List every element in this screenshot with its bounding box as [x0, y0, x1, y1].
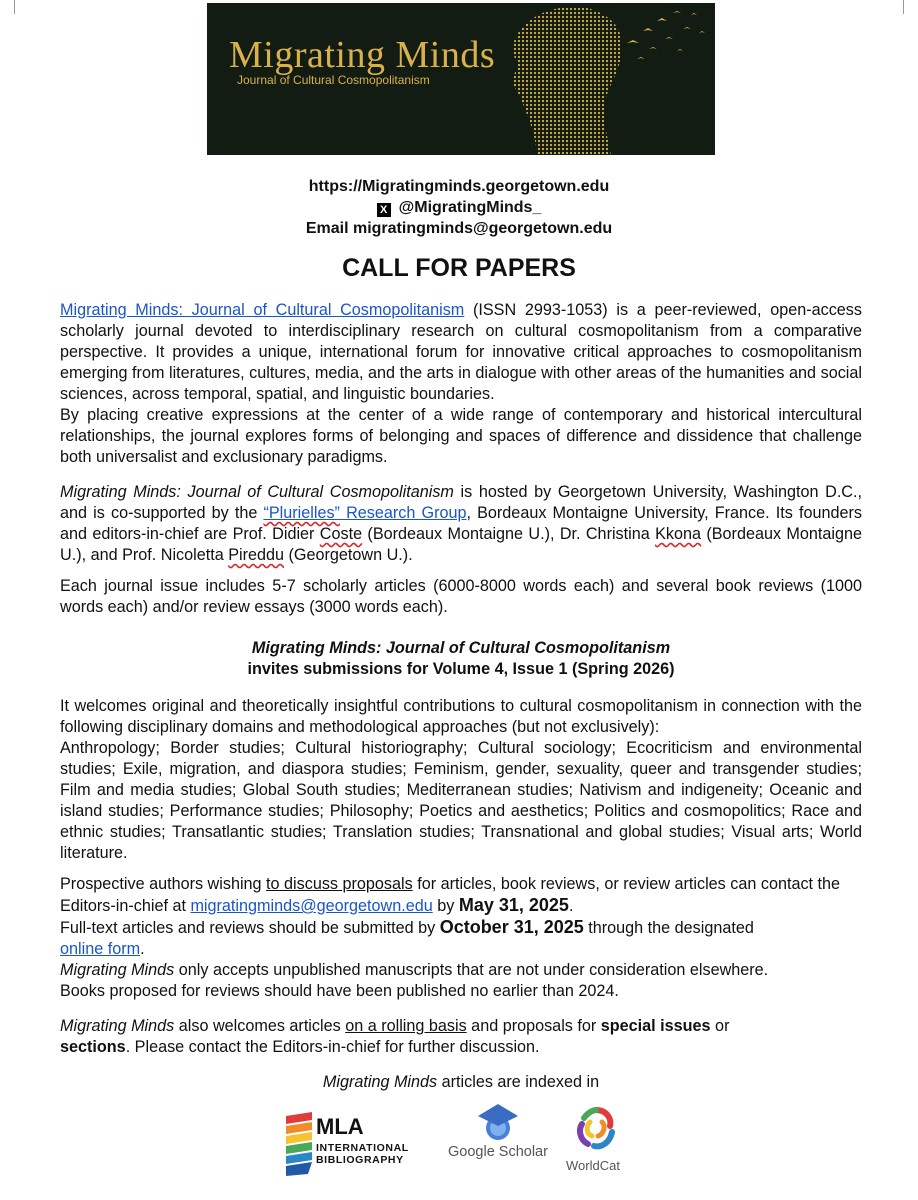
bird-icon — [683, 27, 691, 29]
x-handle[interactable]: @MigratingMinds_ — [398, 199, 542, 216]
intro-paragraph-1: Migrating Minds: Journal of Cultural Cosmopolitanism (ISSN 2993-1053) is a peer-reviewed, open-access scholarly journal devoted to interdisciplinary research on cultural cosmopolitanism from a comparative perspective. It provides a unique, international forum for innovative critical approaches to cosmopolitanism emerging from literatures, cultures, media, and the arts in dialogue with other areas of the humanities and social sciences, across temporal, spatial, and linguistic boundaries. — [60, 301, 862, 403]
mla-subtitle: INTERNATIONAL BIBLIOGRAPHY — [316, 1142, 409, 1166]
invite-line-1: Migrating Minds: Journal of Cultural Cosmopolitanism — [251, 639, 671, 657]
bird-icon — [665, 37, 673, 39]
special-section — [60, 1016, 862, 1058]
index-logos — [0, 1102, 918, 1182]
topics-section — [60, 696, 862, 864]
deadline-fulltext: October 31, 2025 — [439, 917, 584, 937]
bird-icon — [627, 40, 639, 43]
fulltext-paragraph: Full-text articles and reviews should be submitted by October 31, 2025 through the designated online form. — [60, 917, 754, 958]
submission-section — [60, 874, 862, 1002]
bird-icon — [649, 47, 657, 49]
bird-icon — [643, 28, 653, 31]
plurielles-link[interactable]: “Plurielles” Research Group — [263, 504, 467, 522]
bird-icon — [699, 31, 705, 33]
special-paragraph: Migrating Minds also welcomes articles on a rolling basis and proposals for special issues or sections. Please contact the Editors-in-chief for further discussion. — [60, 1017, 730, 1056]
unpublished-paragraph: Migrating Minds only accepts unpublished manuscripts that are not under consideration elsewhere. — [60, 961, 769, 979]
x-handle-line — [0, 197, 918, 218]
invite-section — [60, 638, 862, 680]
google-scholar-label: Google Scholar — [448, 1144, 548, 1160]
mla-logo[interactable] — [284, 1110, 409, 1183]
books-paragraph: Books proposed for reviews should have been published no earlier than 2024. — [60, 982, 619, 1000]
indexed-line: Migrating Minds articles are indexed in — [322, 1073, 600, 1091]
google-scholar-logo[interactable] — [446, 1102, 550, 1172]
email-line: Email migratingminds@georgetown.edu — [305, 220, 613, 237]
issue-paragraph: Each journal issue includes 5-7 scholarly articles (6000-8000 words each) and several book reviews (1000 words each) and/or review essays (3000 words each). — [60, 577, 862, 616]
profile-head-illustration — [477, 3, 715, 155]
bird-icon — [677, 49, 683, 51]
worldcat-swirl-icon — [566, 1104, 626, 1156]
graduation-cap-icon — [446, 1102, 550, 1146]
invite-line-2: invites submissions for Volume 4, Issue 1 (Spring 2026) — [247, 660, 675, 678]
bird-icon — [691, 13, 697, 15]
name-kkona: Kkona — [655, 525, 702, 543]
bird-icon — [673, 11, 681, 13]
mla-stripes-icon — [284, 1110, 314, 1178]
worldcat-label: WorldCat — [566, 1158, 620, 1173]
page-corner-left — [0, 0, 15, 14]
journal-link[interactable]: Migrating Minds: Journal of Cultural Cosmopolitanism — [60, 301, 465, 319]
email-link[interactable]: migratingminds@georgetown.edu — [190, 897, 433, 915]
banner-title: Migrating Minds — [229, 34, 496, 76]
journal-banner — [207, 3, 715, 155]
topics-list: Anthropology; Border studies; Cultural historiography; Cultural sociology; Ecocriticism and environmental studies; Exile, migration, and diaspora studies; Feminism, gender, sexuality, queer and transgender studies; Film and media studies; Global South studies; Mediterranean studies; Nativism and indigeneity; Oceanic and island studies; Performance studies; Philosophy; Poetics and aesthetics; Politics and cosmopolitics; Race and ethnic studies; Transatlantic studies; Translation studies; Transnational and global studies; Visual arts; World literature. — [60, 739, 862, 862]
mla-wordmark: MLA — [316, 1114, 364, 1139]
hosting-section — [60, 482, 862, 566]
contact-block — [0, 176, 918, 239]
page-title: CALL FOR PAPERS — [342, 254, 576, 282]
submission-paragraph: Prospective authors wishing to discuss proposals for articles, book reviews, or review articles can contact the Editors-in-chief at migratingminds@georgetown.edu by May 31, 2025. — [60, 875, 841, 915]
online-form-link[interactable]: online form — [60, 940, 141, 958]
deadline-proposals: May 31, 2025 — [458, 895, 569, 915]
banner-subtitle: Journal of Cultural Cosmopolitanism — [237, 73, 430, 87]
name-coste: Coste — [319, 525, 363, 543]
bird-icon — [637, 57, 645, 59]
issue-section — [60, 576, 862, 618]
website-url[interactable]: https://Migratingminds.georgetown.edu — [308, 178, 610, 195]
hosting-paragraph: Migrating Minds: Journal of Cultural Cosmopolitanism is hosted by Georgetown University, Washington D.C., and is co-supported by the “Plurielles” Research Group, Bordeaux Montaigne University, France. Its founders and editors-in-chief are Prof. Didier Coste (Bordeaux Montaigne U.), Dr. Christina Kkona (Bordeaux Montaigne U.), and Prof. Nicoletta Pireddu (Georgetown U.). — [60, 483, 862, 564]
intro-paragraph-2: By placing creative expressions at the center of a wide range of contemporary and historical intercultural relationships, the journal explores forms of belonging and spaces of difference and dissidence that challenge both universalist and exclusionary paradigms. — [60, 406, 862, 466]
topics-intro: It welcomes original and theoretically insightful contributions to cultural cosmopolitanism in connection with the following disciplinary domains and methodological approaches (but not exclusively): — [60, 697, 862, 736]
worldcat-logo[interactable] — [566, 1104, 638, 1174]
page-corner-right — [903, 0, 918, 14]
bird-icon — [657, 18, 667, 21]
x-logo-icon: X — [377, 203, 391, 217]
name-pireddu: Pireddu — [228, 546, 285, 564]
intro-section — [60, 300, 862, 468]
